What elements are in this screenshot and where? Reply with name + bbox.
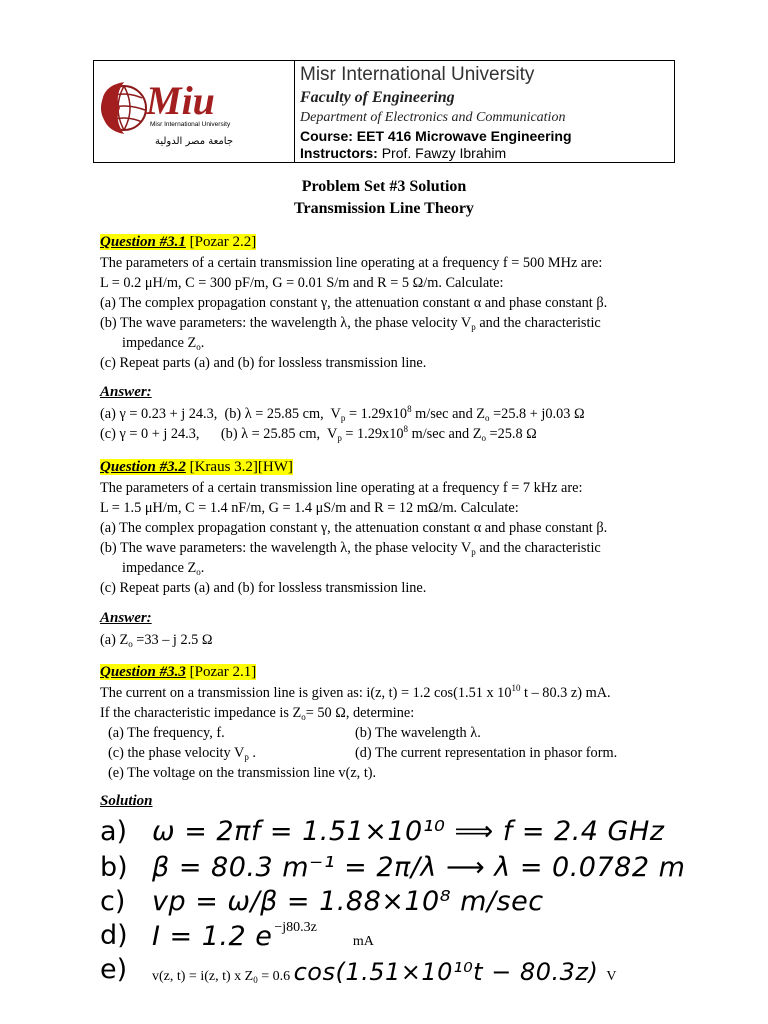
question-3-3-part-a: (a) The frequency, f. [108, 725, 225, 741]
solution-a-label: a) [100, 816, 128, 847]
solution-b-text: β = 80.3 m⁻¹ = 2π/λ ⟶ λ = 0.0782 m [152, 852, 686, 883]
solution-e-mid: = 0.6 [257, 969, 294, 984]
question-3-3-body: The current on a transmission line is given as: i(z, t) = 1.2 cos(1.51 x $10^{10}$ t – 80.3 z) mA. If the characteristic impedance is $Z_o= 50$ Ω, determine: (a) The frequency, f. (b) The wavelength λ. (c) the phase velocity $V_p$ . (d) The current representation in phasor form. (e) The voltage on the transmission line v(z, t). [100, 683, 618, 781]
question-3-2-label: Question #3.2 [100, 459, 186, 475]
solution-label: Solution [100, 793, 153, 809]
logo-subtext: Misr International University [150, 121, 231, 128]
header-divider [294, 60, 295, 163]
question-3-2-answer: (a) $Z_o =33 - j$ 2.5 Ω [100, 632, 213, 649]
solution-b-label: b) [100, 852, 128, 883]
course-name: Course: EET 416 Microwave Engineering [300, 128, 572, 144]
question-3-3-ref: [Pozar 2.1] [189, 664, 257, 680]
solution-d-text: I = 1.2 e [152, 921, 273, 952]
page-subtitle: Transmission Line Theory [294, 200, 474, 217]
question-3-1-body: The parameters of a certain transmission line operating at a frequency f = 500 MHz are: L = 0.2 μH/m, C = 300 pF/m, G = 0.01 S/m and R = 5 Ω/m. Calculate: (a) The complex propagation constant γ, the attenuation constant α and phase constant β. (b) The wave parameters: the wavelength λ, the phase velocity $V_p$ and the characteristic impedance $Z_o$. (c) Repeat parts (a) and (b) for lossless transmission line. [100, 255, 608, 371]
question-3-2-ref: [Kraus 3.2][HW] [189, 459, 293, 475]
question-3-2-answer-label: Answer: [100, 610, 152, 626]
instructors-name: Prof. Fawzy Ibrahim [381, 145, 507, 161]
faculty-name: Faculty of Engineering [300, 89, 455, 106]
department-name: Department of Electronics and Communication [300, 110, 566, 125]
question-3-3-part-b: (b) The wavelength λ. [355, 725, 481, 741]
solution-a-text: ω = 2πf = 1.51×10¹⁰ ⟹ f = 2.4 GHz [152, 816, 665, 847]
question-3-2-heading [100, 459, 293, 476]
question-3-1-answer-label: Answer: [100, 384, 152, 400]
question-3-3-heading [100, 664, 256, 681]
solution-c-text: vp = ω/β = 1.88×10⁸ m/sec [152, 886, 544, 917]
question-3-3-part-c: (c) the phase velocity $V_p$ . [108, 745, 256, 762]
question-3-1-ref: [Pozar 2.2] [189, 234, 257, 250]
svg-text:جامعة مصر الدولية: جامعة مصر الدولية [155, 136, 234, 147]
page-title: Problem Set #3 Solution [301, 178, 467, 195]
solution-e-handwritten: cos(1.51×10¹⁰t − 80.3z) [293, 958, 599, 986]
question-3-3-part-d: (d) The current representation in phasor form. [355, 745, 618, 761]
instructors-label: Instructors: [300, 145, 378, 161]
instructors [300, 145, 506, 161]
solution-d-unit: mA [352, 934, 374, 949]
solution-e-unit: V [606, 969, 617, 984]
university-logo [100, 68, 286, 160]
question-3-3-part-e: (e) The voltage on the transmission line v(z, t). [108, 765, 377, 781]
question-3-1-label: Question #3.1 [100, 234, 186, 250]
question-3-2-body: The parameters of a certain transmission line operating at a frequency f = 7 kHz are: L = 1.5 μH/m, C = 1.4 nF/m, G = 1.4 μS/m and R = 12 mΩ/m. Calculate: (a) The complex propagation constant γ, the attenuation constant α and phase constant β. (b) The wave parameters: the wavelength λ, the phase velocity $V_p$ and the characteristic impedance $Z_o$. (c) Repeat parts (a) and (b) for lossless transmission line. [100, 480, 608, 596]
solution-d-exponent: −j80.3z [274, 920, 317, 935]
svg-text:Miu: Miu [146, 78, 215, 123]
question-3-3-label: Question #3.3 [100, 664, 186, 680]
university-name: Misr International University [300, 64, 535, 85]
solution-c-label: c) [100, 886, 126, 917]
question-3-1-answer: (a) γ = 0.23 + j 24.3, (b) λ = 25.85 cm, $V_p = 1.29x10^8$ m/sec and $Z_o =25.8 + j0.03$ Ω (c) γ = 0 + j 24.3, (b) λ = 25.85 cm, $V_p = 1.29x10^8$ m/sec and $Z_o =25.8$ Ω [100, 404, 585, 443]
question-3-1-heading [100, 234, 256, 251]
solution-d-label: d) [100, 920, 128, 951]
solution-e-label: e) [100, 954, 128, 985]
solution-e-prefix: v(z, t) = i(z, t) x Z [152, 969, 254, 984]
solution-e-line: v(z, t) = i(z, t) x $Z_0 = 0.6$ cos(1.51×10¹⁰t − 80.3z) V [152, 958, 617, 986]
solution-d-line [152, 920, 374, 952]
